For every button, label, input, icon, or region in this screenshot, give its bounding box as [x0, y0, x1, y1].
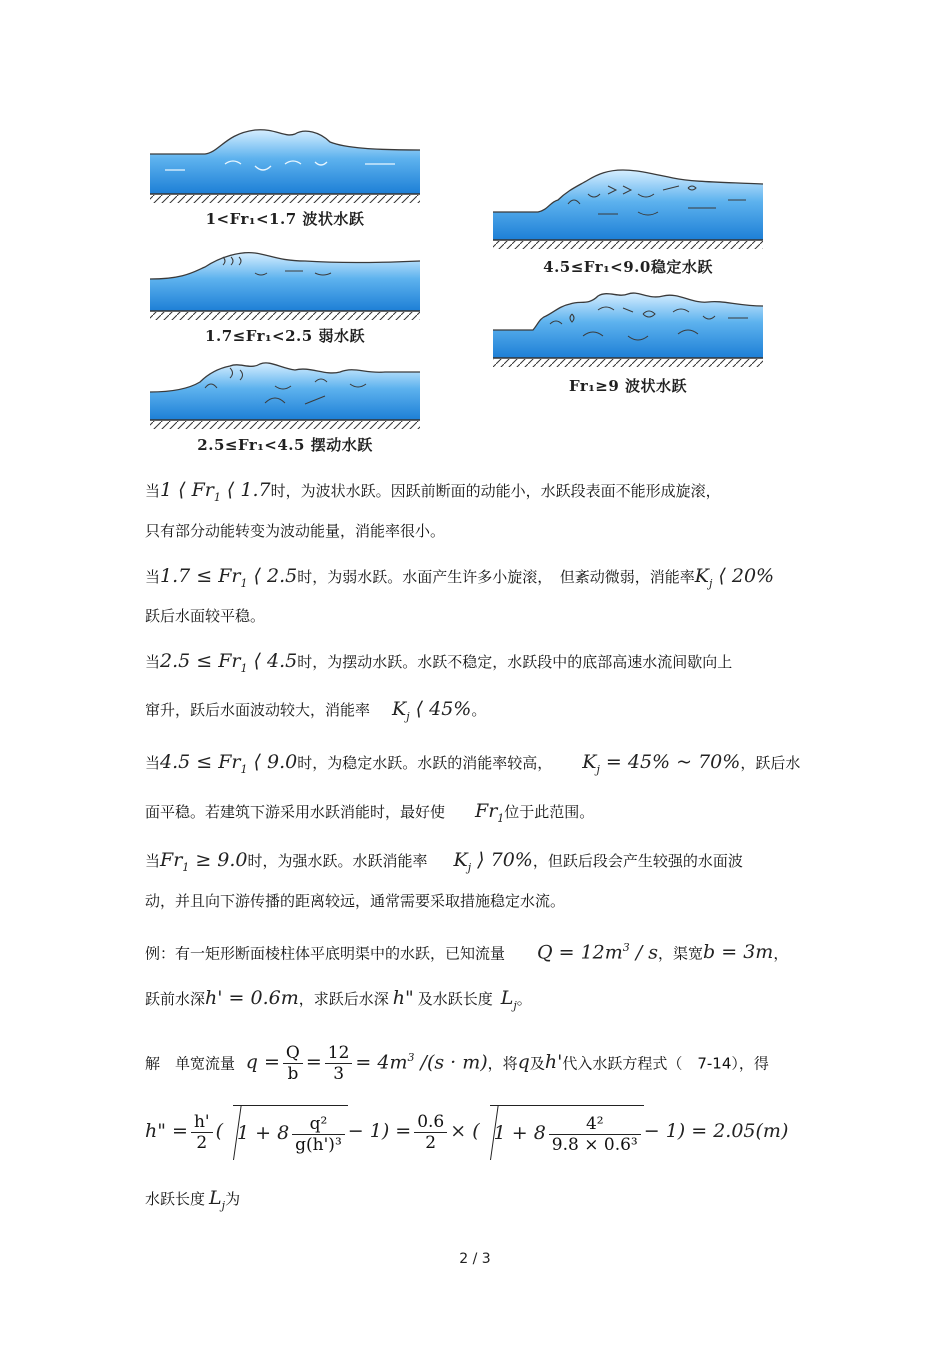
math-inline: = — [305, 1051, 322, 1074]
math-inline: b = 3m — [703, 941, 774, 964]
paragraph-stable — [145, 752, 800, 780]
math-inline: $L_j$ — [500, 987, 517, 1012]
paragraph-weak — [145, 566, 774, 594]
jump-equation — [145, 1104, 788, 1161]
text: 当 — [145, 568, 161, 586]
figure-oscillating-jump — [145, 358, 425, 468]
text: ， — [773, 944, 789, 963]
text: 只有部分动能转变为波动能量，消能率很小。 — [145, 522, 446, 540]
text: ，跃后水 — [740, 754, 801, 772]
figure-caption: Fr₁≥9 波状水跃 — [568, 377, 688, 395]
text: 及 — [529, 1054, 545, 1073]
text: ，将 — [487, 1054, 518, 1073]
figure-caption: 1<Fr₁<1.7 波状水跃 — [205, 210, 365, 228]
paragraph-oscillating — [145, 651, 732, 679]
figure-stable-jump — [488, 164, 768, 279]
math-inline: $Fr_1 \ge 9.0$ — [160, 849, 248, 874]
example-statement-cont — [145, 988, 532, 1016]
text: 时，为强水跃。水跃消能率 — [247, 852, 428, 870]
math-inline: $Fr_1$ — [475, 800, 505, 825]
text: 动，并且向下游传播的距离较远，通常需要采取措施稳定水流。 — [145, 892, 566, 910]
math-inline: $L_j$ — [209, 1187, 226, 1212]
math-inline: − 1) = — [347, 1120, 412, 1142]
paragraph-strong-cont — [145, 891, 565, 911]
text: 窜升，跃后水面波动较大，消能率 — [145, 701, 371, 719]
math-inline: ( — [215, 1120, 223, 1142]
weak-jump-illustration — [145, 243, 425, 333]
figure-caption: 1.7≤Fr₁<2.5 弱水跃 — [205, 327, 365, 345]
math-inline: $K_j$ ⟨ 45% — [392, 698, 472, 723]
paragraph-weak-cont — [145, 606, 265, 626]
text: 代入水跃方程式（ 7-14），得 — [562, 1054, 769, 1073]
math-inline: h" = — [145, 1120, 188, 1142]
solution-line — [145, 1032, 769, 1089]
text: 为 — [225, 1190, 241, 1208]
figure-caption: 4.5≤Fr₁<9.0稳定水跃 — [543, 258, 713, 276]
math-inline: $K_j = 45\%$ ~ 70% — [582, 751, 741, 776]
text: 。 — [516, 990, 532, 1008]
stable-jump-illustration — [488, 164, 768, 254]
figure-caption: 2.5≤Fr₁<4.5 摆动水跃 — [197, 436, 373, 454]
text: 及水跃长度 — [417, 990, 493, 1008]
text: 当 — [145, 653, 161, 671]
example-statement — [145, 938, 788, 963]
fraction: $\frac{\text{4²}}{\text{9.8 × 0.6³}}$ — [549, 1114, 641, 1155]
math-inline: × ( — [450, 1120, 480, 1142]
math-inline: h' = 0.6m — [205, 987, 299, 1009]
figure-weak-jump — [145, 243, 425, 353]
page-number: 2 / 3 — [459, 1251, 491, 1267]
fraction: $\frac{Q}{b}$ — [283, 1043, 303, 1084]
math-inline: $1.7 \le Fr_1$ ⟨ 2.5 — [160, 565, 298, 590]
text: 时，为摆动水跃。水跃不稳定，水跃段中的底部高速水流间歇向上 — [297, 653, 733, 671]
text: 解 单宽流量 — [145, 1054, 236, 1073]
math-inline: $Q = 12m^3 / s$ — [537, 941, 659, 964]
text: ，求跃后水深 — [298, 990, 389, 1008]
figure-undular-jump — [145, 124, 425, 234]
text: ，但跃后段会产生较强的水面波 — [532, 852, 743, 870]
text: 时，为稳定水跃。水跃的消能率较高， — [297, 754, 553, 772]
math-inline: $2.5 \le Fr_1$ ⟨ 4.5 — [160, 650, 298, 675]
text: 。 — [471, 701, 487, 719]
math-inline: 1 ⟨ $Fr_1$ ⟨ 1.7 — [160, 479, 271, 504]
fraction: $\frac{0.6}{2}$ — [414, 1112, 447, 1153]
math-inline: h' — [544, 1051, 563, 1074]
text: ，渠宽 — [658, 944, 704, 963]
text: 跃前水深 — [145, 990, 206, 1008]
math-inline: = $4m^3$ /(s · m) — [355, 1051, 488, 1074]
math-inline: − 1) = 2.05(m) — [643, 1120, 789, 1142]
text: 时，为弱水跃。水面产生许多小旋滚， 但紊动微弱，消能率 — [297, 568, 695, 586]
math-inline: h" — [392, 987, 414, 1009]
paragraph-stable-cont — [145, 801, 594, 829]
square-root: 1 + 8 $\frac{\text{q²}}{\text{g(h')³}}$ — [233, 1105, 348, 1161]
fraction: $\frac{\text{q²}}{\text{g(h')³}}$ — [292, 1114, 345, 1155]
text: 面平稳。若建筑下游采用水跃消能时，最好使 — [145, 803, 446, 821]
text: 例：有一矩形断面棱柱体平底明渠中的水跃，已知流量 — [145, 944, 506, 963]
fraction: $\frac{h'}{2}$ — [191, 1112, 213, 1153]
text: 时，为波状水跃。因跃前断面的动能小，水跃段表面不能形成旋滚， — [270, 482, 721, 500]
undular-jump-illustration — [145, 124, 425, 214]
math-inline: $4.5 \le Fr_1$ ⟨ 9.0 — [160, 751, 298, 776]
text: 当 — [145, 482, 161, 500]
text: 位于此范围。 — [504, 803, 595, 821]
paragraph-strong — [145, 850, 743, 878]
strong-jump-illustration — [488, 284, 768, 374]
text: 跃后水面较平稳。 — [145, 607, 266, 625]
math-inline: q = — [245, 1051, 280, 1074]
fraction: $\frac{12}{3}$ — [325, 1043, 353, 1084]
math-inline: $K_j$ ⟩ 70% — [453, 849, 533, 874]
math-inline: $K_j$ ⟨ 20% — [694, 565, 775, 590]
paragraph-undular-cont — [145, 521, 445, 541]
math-inline: q — [517, 1051, 530, 1074]
text: 当 — [145, 754, 161, 772]
square-root: 1 + 8 $\frac{\text{4²}}{\text{9.8 × 0.6³}}$ — [490, 1105, 644, 1161]
text: 水跃长度 — [145, 1190, 206, 1208]
figure-strong-jump — [488, 284, 768, 399]
paragraph-undular — [145, 480, 721, 508]
paragraph-oscillating-cont — [145, 699, 486, 727]
jump-length-line — [145, 1188, 240, 1216]
text: 当 — [145, 852, 161, 870]
